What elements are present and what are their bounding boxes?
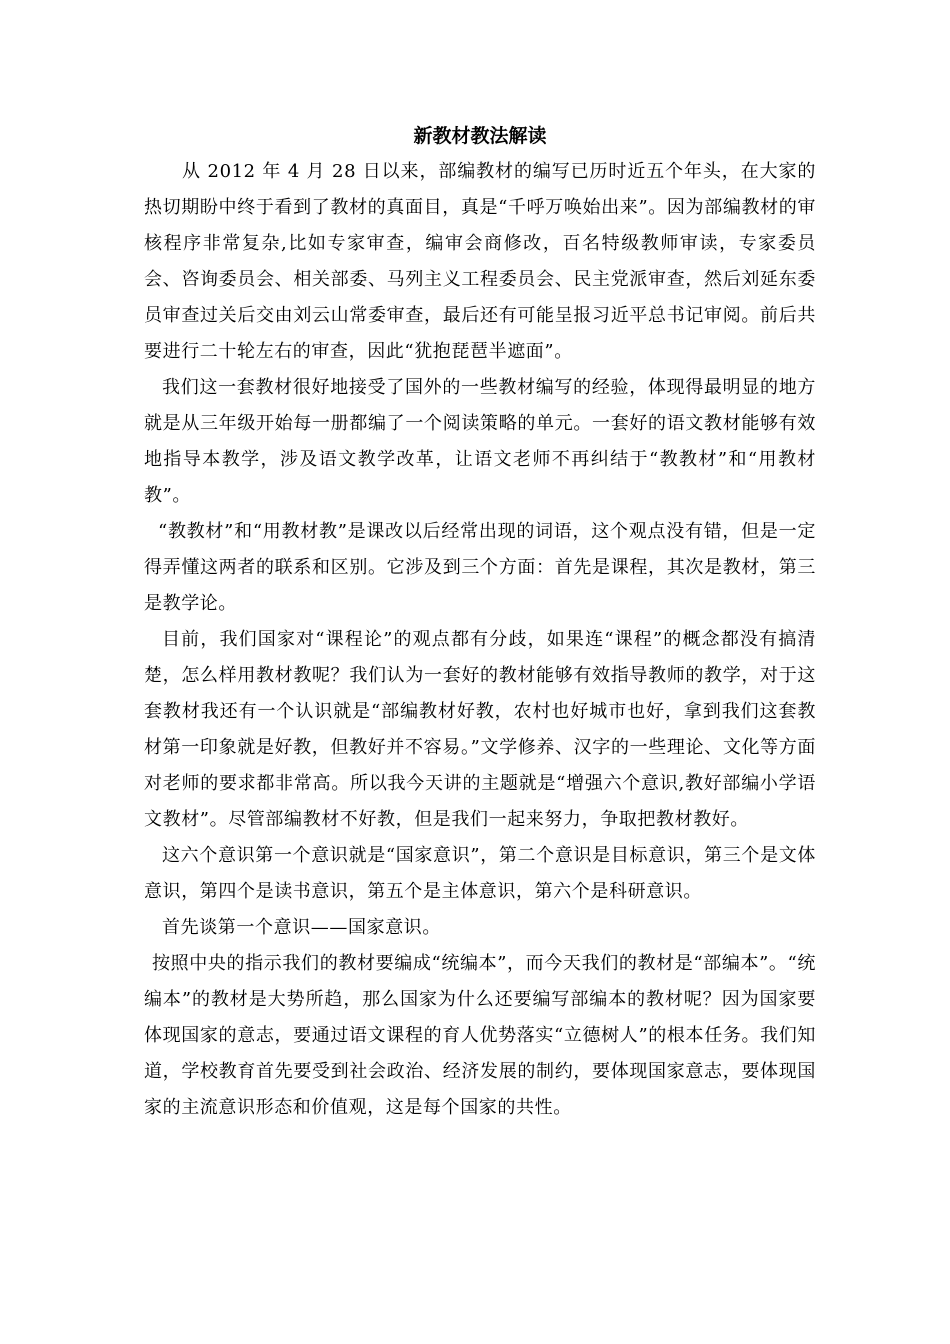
paragraph-4: 目前，我们国家对“课程论”的观点都有分歧，如果连“课程”的概念都没有搞清楚，怎么样用教材教呢？我们认为一套好的教材能够有效指导教师的教学，对于这套教材我还有一个认识就是“部编教材好教，农村也好城市也好，拿到我们这套教材第一印象就是好教，但教好并不容易。”文学修养、汉字的一些理论、文化等方面对老师的要求都非常高。所以我今天讲的主题就是“增强六个意识,教好部编小学语文教材”。尽管部编教材不好教，但是我们一起来努力，争取把教材教好。	[144, 629, 816, 830]
paragraph-2: 我们这一套教材很好地接受了国外的一些教材编写的经验，体现得最明显的地方就是从三年级开始每一册都编了一个阅读策略的单元。一套好的语文教材能够有效地指导本教学，涉及语文教学改革，让语文老师不再纠结于“教教材”和“用教材教”。	[144, 377, 816, 506]
paragraph-5: 这六个意识第一个意识就是“国家意识”，第二个意识是目标意识，第三个是文体意识，第四个是读书意识，第五个是主体意识，第六个是科研意识。	[144, 845, 816, 902]
document-title: 新教材教法解读	[413, 125, 547, 147]
paragraph-1: 从 2012 年 4 月 28 日以来，部编教材的编写已历时近五个年头，在大家的热切期盼中终于看到了教材的真面目，真是“千呼万唤始出来”。因为部编教材的审核程序非常复杂,比如专家审查，编审会商修改，百名特级教师审读，专家委员会、咨询委员会、相关部委、马列主义工程委员会、民主党派审查，然后刘延东委员审查过关后交由刘云山常委审查，最后还有可能呈报习近平总书记审阅。前后共要进行二十轮左右的审查，因此“犹抱琵琶半遮面”。	[144, 161, 816, 362]
document-page	[144, 118, 816, 1126]
paragraph-3: “教教材”和“用教材教”是课改以后经常出现的词语，这个观点没有错，但是一定得弄懂这两者的联系和区别。它涉及到三个方面：首先是课程，其次是教材，第三是教学论。	[144, 521, 816, 614]
paragraph-6: 首先谈第一个意识——国家意识。	[162, 917, 441, 938]
paragraph-7: 按照中央的指示我们的教材要编成“统编本”，而今天我们的教材是“部编本”。“统编本”的教材是大势所趋，那么国家为什么还要编写部编本的教材呢？因为国家要体现国家的意志，要通过语文课程的育人优势落实“立德树人”的根本任务。我们知道，学校教育首先要受到社会政治、经济发展的制约，要体现国家意志，要体现国家的主流意识形态和价值观，这是每个国家的共性。	[144, 953, 816, 1118]
